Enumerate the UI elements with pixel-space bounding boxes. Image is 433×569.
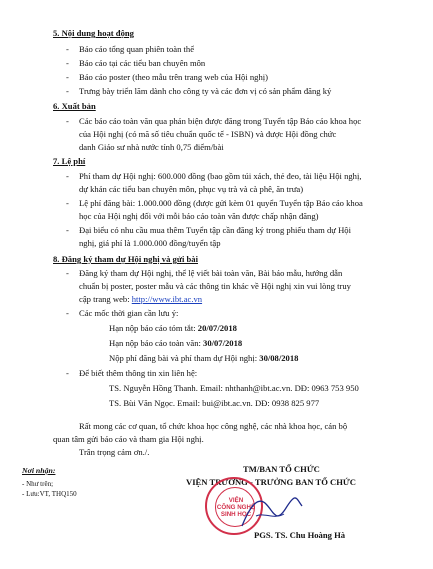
signature-line2: VIỆN TRƯỞNG - TRƯỞNG BAN TỔ CHỨC: [186, 477, 356, 487]
sec7-item1-line: dự khán các tiểu ban chuyên môn, phục vụ trà và cà phê, ăn trưa): [79, 184, 304, 194]
website-link[interactable]: http://www.ibt.ac.vn: [131, 294, 203, 304]
bullet-dash: -: [66, 72, 69, 82]
signature-line1: TM/BAN TỔ CHỨC: [243, 464, 320, 474]
deadline-label: Nộp phí đăng bài và phí tham dự Hội nghị:: [109, 353, 260, 363]
website-prefix: cập trang web:: [79, 294, 132, 304]
sec6-line: Các báo cáo toàn văn qua phản biện được đăng trong Tuyển tập Báo cáo khoa học: [79, 116, 362, 126]
closing-line: Trân trọng cảm ơn./.: [79, 447, 150, 457]
section-6-heading: 6. Xuất bản: [53, 101, 96, 111]
sec7-item3-line: nghị, giá phí là 1.000.000 đồng/tuyển tập: [79, 238, 221, 248]
deadline-row: [109, 353, 298, 363]
sec5-item: Trưng bày triển lãm dành cho công ty và các đơn vị có sản phẩm đăng ký: [79, 86, 332, 96]
contact-line: TS. Nguyễn Hồng Thanh. Email: nhthanh@ibt.ac.vn. DĐ: 0963 753 950: [109, 383, 359, 393]
handwritten-signature: [236, 486, 306, 536]
sec7-item1-line: Phí tham dự Hội nghị: 600.000 đồng (bao gồm túi xách, thẻ đeo, tài liệu Hội nghị,: [79, 171, 362, 181]
bullet-dash: -: [66, 268, 69, 278]
deadline-label: Hạn nộp báo cáo toàn văn:: [109, 338, 204, 348]
stamp-line: SINH HỌC: [220, 511, 252, 518]
deadline-date: 30/07/2018: [203, 338, 243, 348]
sec7-item2-line: Lệ phí đăng bài: 1.000.000 đồng (được gửi kèm 01 quyển Tuyển tập Báo cáo khoa: [79, 198, 363, 208]
stamp-line: CÔNG NGHỆ: [216, 504, 256, 511]
bullet-dash: -: [66, 171, 69, 181]
sec5-item: Báo cáo poster (theo mẫu trên trang web của Hội nghị): [79, 72, 268, 82]
section-8-heading: 8. Đăng ký tham dự Hội nghị và gửi bài: [53, 254, 198, 264]
bullet-dash: -: [66, 116, 69, 126]
sec7-item3-line: Đại biểu có nhu cầu mua thêm Tuyển tập cần đăng ký trong phiếu tham dự Hội: [79, 225, 351, 235]
sec6-line: của Hội nghị (có mã số tiêu chuẩn quốc tế - ISBN) và được Hội đồng chức: [79, 129, 337, 139]
contact-intro: Để biết thêm thông tin xin liên hệ:: [79, 368, 198, 378]
sec8-item1-line: chuẩn bị poster, poster mẫu và các thông tin khác về Hội nghị xin vui lòng truy: [79, 281, 351, 291]
deadline-row: [109, 323, 237, 333]
stamp-line: VIỆN: [228, 497, 244, 504]
closing-line: quan tâm gửi báo cáo và tham gia Hội nghị.: [53, 434, 204, 444]
contact-line: TS. Bùi Văn Ngọc. Email: bui@ibt.ac.vn. DĐ: 0938 825 977: [109, 398, 320, 408]
section-7-heading: 7. Lệ phí: [53, 156, 86, 166]
recipient-item: - Lưu:VT, THQ150: [22, 490, 77, 498]
sec5-item: Báo cáo tổng quan phiên toàn thể: [79, 44, 195, 54]
sec8-website-line: [79, 294, 202, 304]
sec6-line: danh Giáo sư nhà nước tính 0,75 điểm/bài: [79, 142, 224, 152]
signer-name: PGS. TS. Chu Hoàng Hà: [254, 530, 346, 540]
bullet-dash: -: [66, 198, 69, 208]
recipients-heading: Nơi nhận:: [22, 466, 56, 475]
deadline-row: [109, 338, 242, 348]
bullet-dash: -: [66, 44, 69, 54]
bullet-dash: -: [66, 58, 69, 68]
bullet-dash: -: [66, 86, 69, 96]
deadline-date: 30/08/2018: [259, 353, 299, 363]
closing-line: Rất mong các cơ quan, tổ chức khoa học công nghệ, các nhà khoa học, cán bộ: [79, 421, 348, 431]
deadline-label: Hạn nộp báo cáo tóm tắt:: [109, 323, 198, 333]
recipient-item: - Như trên;: [22, 480, 54, 488]
sec7-item2-line: học của Hội nghị đối với mỗi báo cáo toàn văn được chấp nhận đăng): [79, 211, 319, 221]
bullet-dash: -: [66, 368, 69, 378]
bullet-dash: -: [66, 225, 69, 235]
deadline-date: 20/07/2018: [197, 323, 237, 333]
sec8-item1-line: Đăng ký tham dự Hội nghị, thể lệ viết bài toàn văn, Bài báo mẫu, hướng dẫn: [79, 268, 343, 278]
sec5-item: Báo cáo tại các tiểu ban chuyên môn: [79, 58, 206, 68]
bullet-dash: -: [66, 308, 69, 318]
deadlines-intro: Các mốc thời gian cần lưu ý:: [79, 308, 179, 318]
section-5-heading: 5. Nội dung hoạt động: [53, 28, 134, 38]
